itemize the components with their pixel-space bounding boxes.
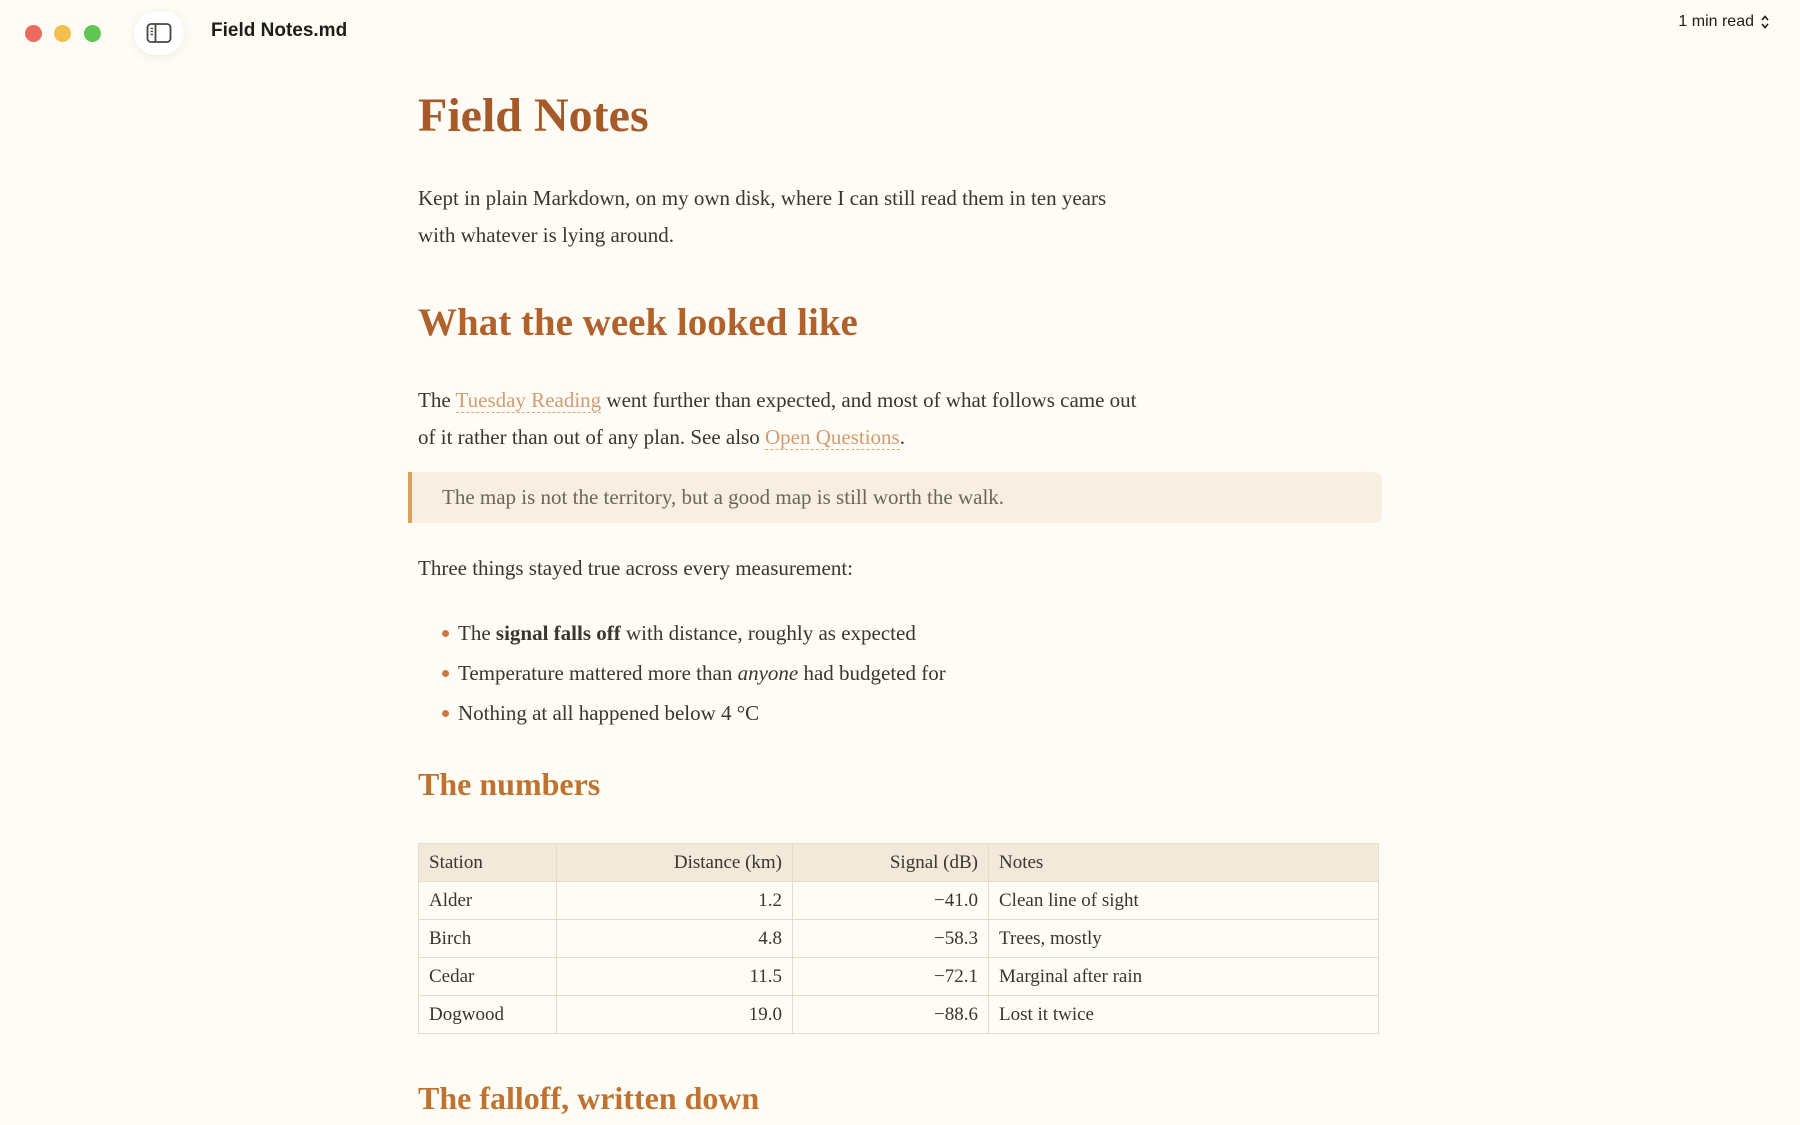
table-cell: Alder (419, 882, 557, 920)
list-item: The signal falls off with distance, roughly as expected (418, 613, 946, 653)
week-paragraph-text: went further than expected, and most of what follows came out of it rather than out of any plan. See also (418, 388, 1137, 449)
table-cell: Dogwood (419, 996, 557, 1034)
table-row (419, 882, 1379, 920)
week-paragraph (418, 382, 1138, 456)
table-cell: −41.0 (793, 882, 989, 920)
table-cell: 1.2 (557, 882, 793, 920)
intro-paragraph: Kept in plain Markdown, on my own disk, where I can still read them in ten years with whatever is lying around. (418, 186, 1107, 247)
close-window-button[interactable] (25, 25, 42, 42)
bullet-list (418, 613, 946, 733)
table-row (419, 920, 1379, 958)
italic-text: anyone (737, 661, 799, 685)
table-cell: 11.5 (557, 958, 793, 996)
open-questions-link[interactable]: Open Questions (764, 425, 900, 449)
table-cell: Clean line of sight (989, 882, 1379, 920)
up-down-chevron-icon (1760, 14, 1770, 30)
list-item: Temperature mattered more than anyone had budgeted for (418, 653, 946, 693)
column-header: Station (419, 844, 557, 882)
sidebar-toggle-button[interactable] (134, 11, 184, 55)
bold-text: signal falls off (495, 621, 621, 645)
week-paragraph-text: The (418, 388, 456, 412)
section-heading-falloff: The falloff, written down (418, 1080, 760, 1116)
section-heading-numbers: The numbers (418, 766, 601, 802)
table-cell: −58.3 (793, 920, 989, 958)
tuesday-reading-link[interactable]: Tuesday Reading (455, 388, 602, 412)
column-header: Signal (dB) (793, 844, 989, 882)
column-header: Distance (km) (557, 844, 793, 882)
table-cell: 4.8 (557, 920, 793, 958)
table-cell: Trees, mostly (989, 920, 1379, 958)
table-cell: 19.0 (557, 996, 793, 1034)
list-intro: Three things stayed true across every measurement: (418, 556, 854, 580)
column-header: Notes (989, 844, 1379, 882)
measurements-table (418, 843, 1379, 1034)
table-row (419, 958, 1379, 996)
section-heading-week: What the week looked like (418, 301, 858, 344)
table-cell: Marginal after rain (989, 958, 1379, 996)
document-title: Field Notes.md (211, 20, 348, 41)
table-cell: −88.6 (793, 996, 989, 1034)
zoom-window-button[interactable] (84, 25, 101, 42)
list-item: Nothing at all happened below 4 °C (418, 693, 946, 733)
sidebar-toggle-icon (146, 22, 172, 44)
table-cell: Lost it twice (989, 996, 1379, 1034)
minimize-window-button[interactable] (54, 25, 71, 42)
blockquote: The map is not the territory, but a good map is still worth the walk. (408, 472, 1382, 523)
week-paragraph-text: . (899, 425, 905, 449)
table-cell: Birch (419, 920, 557, 958)
page-title: Field Notes (418, 89, 649, 142)
read-time-selector[interactable] (1678, 13, 1770, 31)
title-bar (0, 0, 1800, 66)
bullet-icon (442, 710, 449, 717)
table-cell: −72.1 (793, 958, 989, 996)
bullet-icon (442, 670, 449, 677)
table-row (419, 996, 1379, 1034)
read-time-label: 1 min read (1678, 13, 1754, 30)
table-header-row (419, 844, 1379, 882)
bullet-icon (442, 630, 449, 637)
table-cell: Cedar (419, 958, 557, 996)
